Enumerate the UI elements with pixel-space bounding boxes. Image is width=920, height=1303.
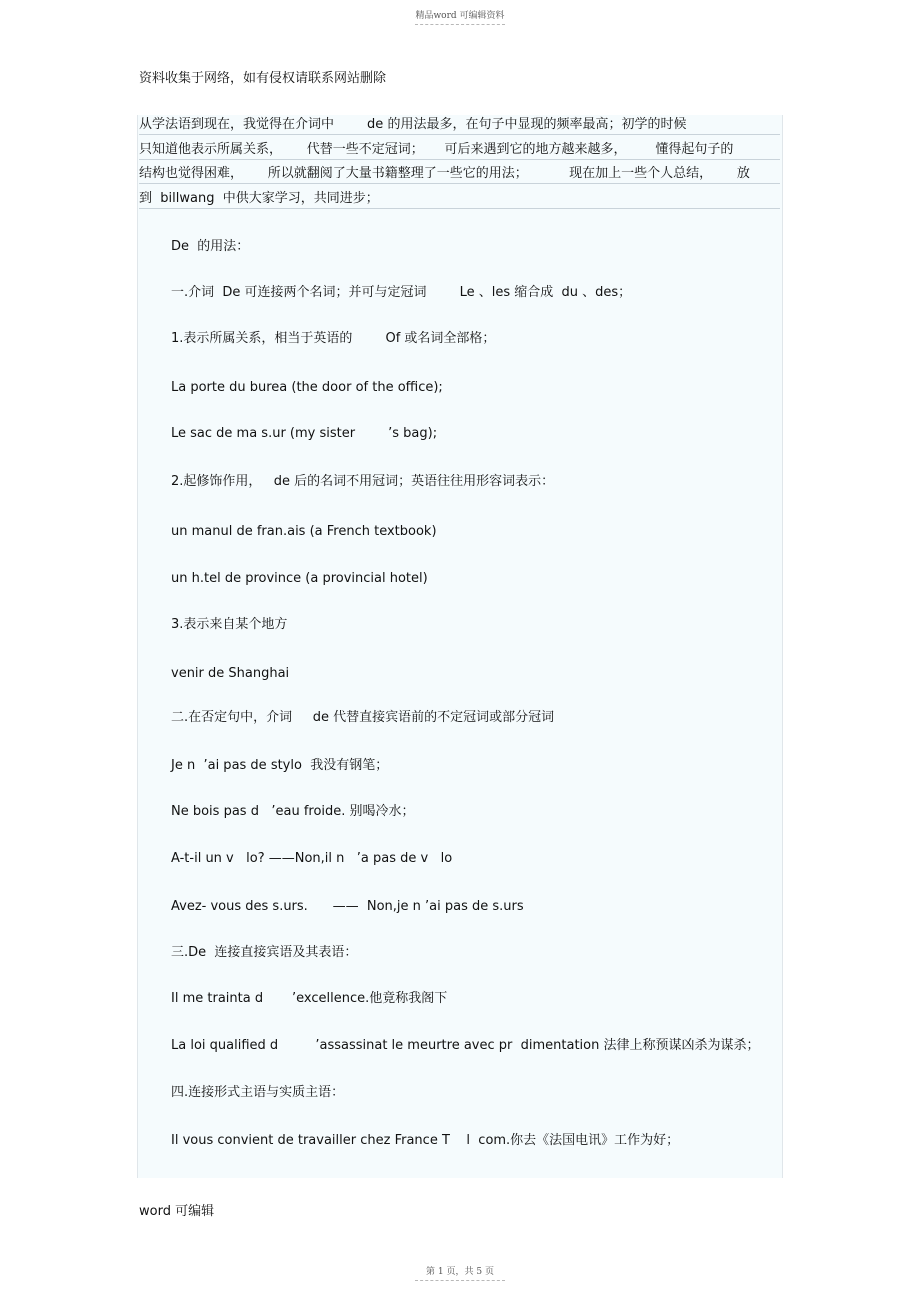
heading-part-two: 二.在否定句中，介词 de 代替直接宾语前的不定冠词或部分冠词 [171, 710, 555, 725]
page-number-label: 第 1 页，共 5 页 [426, 1267, 494, 1277]
intro-line-2: 只知道他表示所属关系， 代替一些不定冠词； 可后来遇到它的地方越来越多， 懂得起句子的 [139, 141, 780, 160]
example-line: Avez- vous des s.urs. —— Non,je n ’ai pas de s.urs [171, 899, 524, 914]
example-line: Il vous convient de travailler chez France T l com.你去《法国电讯》工作为好； [171, 1133, 680, 1148]
example-line: A-t-il un v lo? ——Non,il n ’a pas de v lo [171, 851, 453, 866]
source-disclaimer: 资料收集于网络，如有侵权请联系网站删除 [139, 71, 387, 86]
example-line: La porte du burea (the door of the office); [171, 380, 443, 395]
editable-note: word 可编辑 [139, 1204, 215, 1219]
header-watermark [0, 8, 920, 25]
document-body-panel [137, 115, 783, 1178]
page-footer [0, 1264, 920, 1281]
example-line: Le sac de ma s.ur (my sister ’s bag); [171, 426, 438, 441]
intro-line-4: 到 billwang 中供大家学习，共同进步； [139, 190, 780, 209]
intro-line-1: 从学法语到现在，我觉得在介词中 de 的用法最多，在句子中显现的频率最高；初学的时候 [139, 116, 780, 135]
rule-origin: 3.表示来自某个地方 [171, 617, 288, 632]
section-title: De 的用法： [171, 239, 250, 254]
intro-line-3: 结构也觉得困难， 所以就翻阅了大量书籍整理了一些它的用法； 现在加上一些个人总结， 放 [139, 165, 780, 184]
example-line: venir de Shanghai [171, 666, 290, 681]
example-line: Il me trainta d ’excellence.他竟称我阁下 [171, 991, 448, 1006]
example-line: La loi qualified d ’assassinat le meurtre avec pr dimentation 法律上称预谋凶杀为谋杀； [171, 1038, 760, 1053]
rule-modifier: 2.起修饰作用， de 后的名词不用冠词；英语往往用形容词表示： [171, 474, 555, 489]
heading-part-one: 一.介词 De 可连接两个名词；并可与定冠词 Le 、les 缩合成 du 、des； [171, 285, 632, 300]
heading-part-four: 四.连接形式主语与实质主语： [171, 1085, 345, 1100]
rule-possession: 1.表示所属关系，相当于英语的 Of 或名词全部格； [171, 331, 496, 346]
example-line: un manul de fran.ais (a French textbook) [171, 524, 437, 539]
example-line: Ne bois pas d ’eau froide. 别喝冷水； [171, 804, 415, 819]
example-line: Je n ’ai pas de stylo 我没有钢笔； [171, 758, 389, 773]
footer-dash-divider [415, 1280, 505, 1281]
header-dash-divider [415, 24, 505, 25]
header-watermark-text: 精品word 可编辑资料 [415, 11, 505, 21]
example-line: un h.tel de province (a provincial hotel) [171, 571, 428, 586]
heading-part-three: 三.De 连接直接宾语及其表语： [171, 945, 358, 960]
